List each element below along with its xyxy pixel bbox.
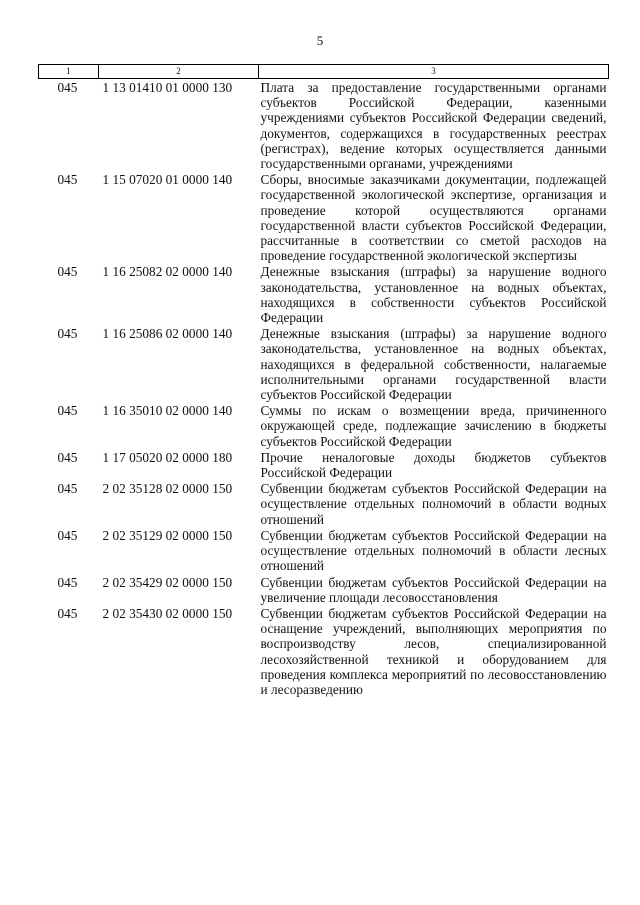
table-row	[39, 402, 609, 449]
table-row	[39, 605, 609, 697]
revenue-description: Денежные взыскания (штрафы) за нарушение водного законодательства, установленное на водных объектах, находящихся в собственности субъектов Российской Федерации	[260, 264, 607, 326]
budget-code: 1 17 05020 02 0000 180	[102, 449, 233, 465]
revenue-description: Плата за предоставление государственными органами субъектов Российской Федерации, казенными учреждениями субъектов Российской Федерации сведений, документов, содержащихся в государственных реестрах (регистрах), ведение которых осуществляется данными государственными органами, учреждениями	[260, 80, 607, 172]
revenue-description: Сборы, вносимые заказчиками документации, подлежащей государственной экологической экспертизе, организация и проведение которой осуществляются органами государственной власти субъектов Российской Федерации, рассчитанные в соответствии со сметой расходов на проведение государственной экологической экспертизы	[260, 172, 607, 264]
table-row	[39, 449, 609, 480]
admin-code: 045	[57, 80, 78, 95]
table-header-row	[39, 65, 609, 79]
admin-code: 045	[57, 481, 78, 497]
table-row	[39, 527, 609, 574]
revenue-codes-table	[38, 64, 609, 697]
admin-code: 045	[57, 527, 78, 543]
header-col-1: 1	[39, 65, 99, 79]
budget-code: 1 16 25086 02 0000 140	[102, 326, 233, 342]
table-row	[39, 480, 609, 527]
page-number: 5	[316, 33, 324, 48]
budget-code: 2 02 35128 02 0000 150	[102, 481, 233, 497]
budget-code: 1 15 07020 01 0000 140	[102, 172, 233, 188]
header-col-3: 3	[259, 65, 609, 79]
table-row	[39, 79, 609, 172]
table-row	[39, 325, 609, 402]
admin-code: 045	[57, 264, 78, 280]
admin-code: 045	[57, 326, 78, 342]
table-row	[39, 574, 609, 605]
table-row	[39, 263, 609, 325]
admin-code: 045	[57, 449, 78, 465]
revenue-description: Субвенции бюджетам субъектов Российской Федерации на увеличение площади лесовосстановления	[260, 574, 607, 605]
revenue-description: Суммы по искам о возмещении вреда, причиненного окружающей среде, подлежащие зачислению в бюджеты субъектов Российской Федерации	[260, 403, 607, 449]
budget-code: 2 02 35430 02 0000 150	[102, 605, 233, 621]
table-row	[39, 171, 609, 263]
revenue-description: Субвенции бюджетам субъектов Российской Федерации на осуществление отдельных полномочий в области лесных отношений	[260, 527, 607, 574]
revenue-description: Прочие неналоговые доходы бюджетов субъектов Российской Федерации	[260, 449, 607, 481]
revenue-description: Денежные взыскания (штрафы) за нарушение водного законодательства, установленное на водных объектах, находящихся в федеральной собственности, налагаемые исполнительными органами государственной власти субъектов Российской Федерации	[260, 326, 607, 403]
header-col-2: 2	[99, 65, 259, 79]
revenue-description: Субвенции бюджетам субъектов Российской Федерации на осуществление отдельных полномочий в области водных отношений	[260, 481, 607, 527]
budget-code: 2 02 35429 02 0000 150	[102, 574, 233, 590]
budget-code: 2 02 35129 02 0000 150	[102, 527, 233, 543]
revenue-description: Субвенции бюджетам субъектов Российской Федерации на оснащение учреждений, выполняющих мероприятия по воспроизводству лесов, специализированной лесохозяйственной техникой и оборудованием для проведения комплекса мероприятий по лесовосстановлению и лесоразведению	[260, 605, 607, 697]
admin-code: 045	[57, 172, 78, 188]
budget-code: 1 16 25082 02 0000 140	[102, 264, 233, 280]
admin-code: 045	[57, 403, 78, 419]
budget-code: 1 16 35010 02 0000 140	[102, 403, 233, 419]
admin-code: 045	[57, 574, 78, 590]
admin-code: 045	[57, 605, 78, 621]
budget-code: 1 13 01410 01 0000 130	[102, 80, 233, 95]
